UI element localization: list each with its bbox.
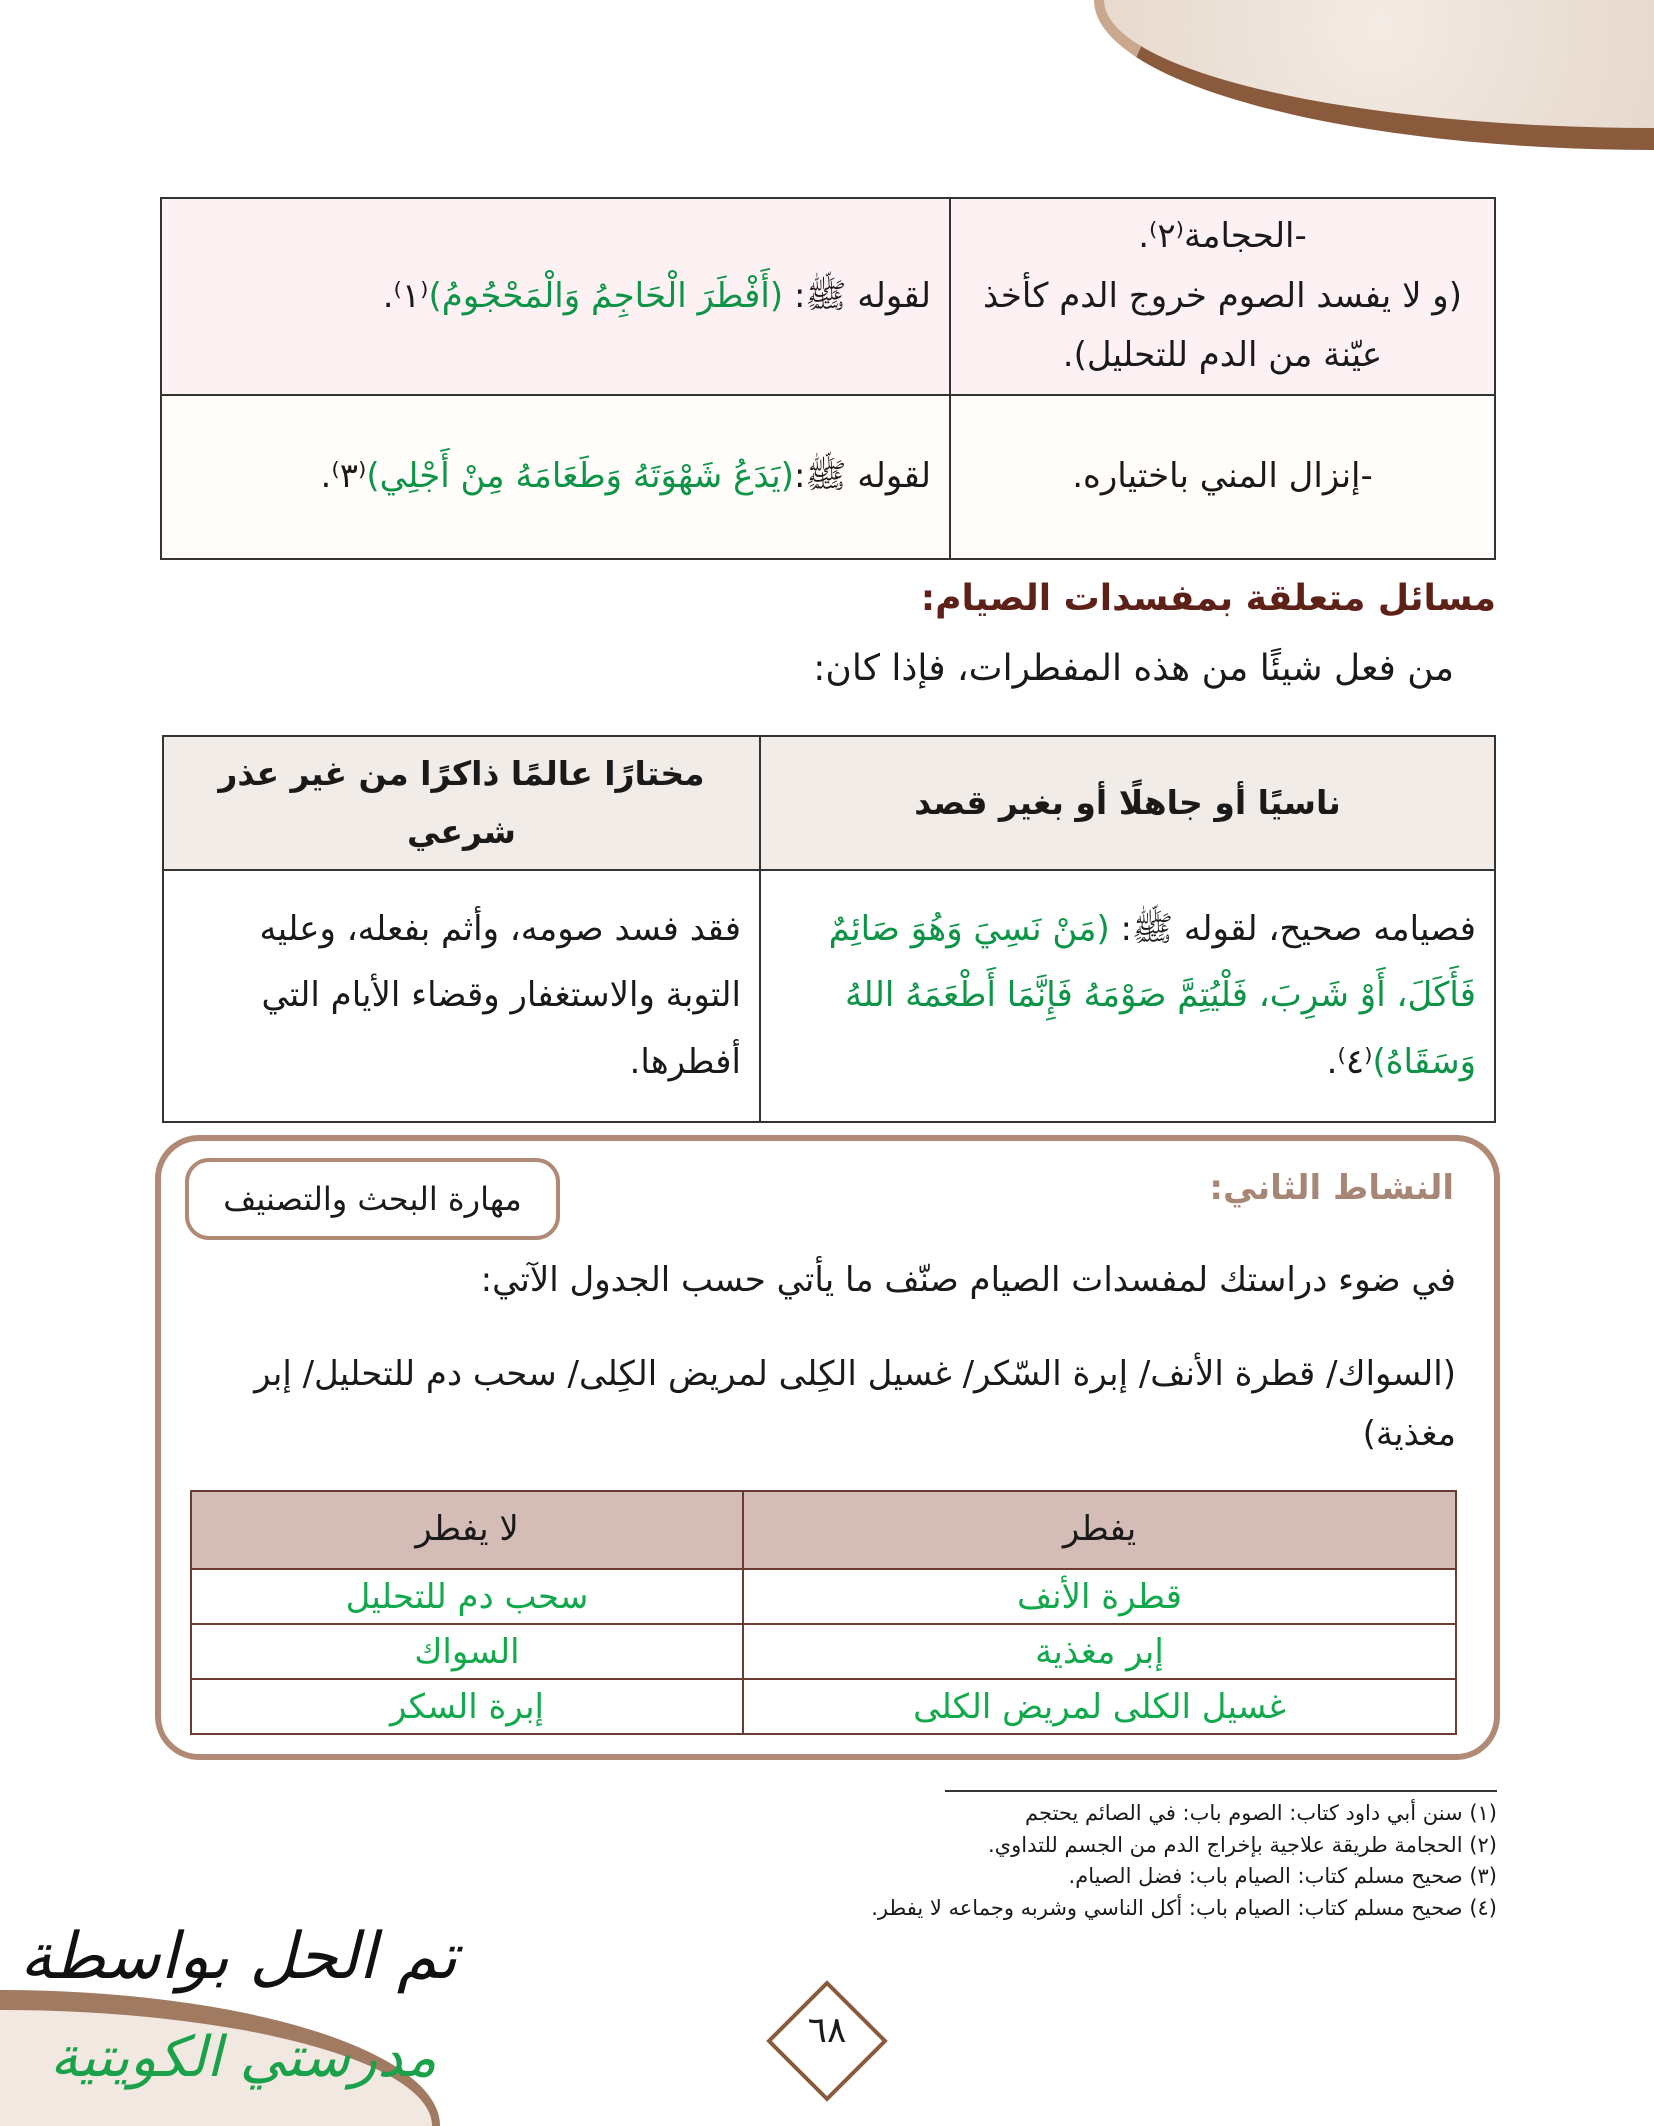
activity-items: (السواك/ قطرة الأنف/ إبرة السّكر/ غسيل الكِلى لمريض الكِلى/ سحب دم للتحليل/ إبر مغذية)	[254, 1354, 1456, 1454]
cell-evidence	[161, 395, 950, 559]
skill-badge: مهارة البحث والتصنيف	[185, 1158, 560, 1240]
footnote-ref: ⁽١⁾.	[382, 275, 429, 316]
intro-text: من فعل شيئًا من هذه المفطرات، فإذا كان:	[813, 648, 1454, 689]
table-header-row	[191, 1491, 1456, 1569]
table-row	[161, 395, 1495, 559]
handwritten-signature: مدرستي الكويتية	[50, 2025, 437, 2090]
table-cases	[162, 735, 1496, 1123]
classification-table	[190, 1490, 1457, 1735]
handwritten-note: تم الحل بواسطة	[20, 1920, 458, 1994]
table-row	[191, 1624, 1456, 1679]
footnote: (٣) صحيح مسلم كتاب: الصيام باب: فضل الصيام.	[1068, 1864, 1497, 1888]
table-row	[161, 198, 1495, 395]
decorative-header-ornament	[1094, 0, 1654, 150]
answer-cell[interactable]: قطرة الأنف	[743, 1569, 1456, 1624]
item-text: -الحجامة⁽٢⁾.	[1138, 216, 1307, 256]
hadith-quote: (أَفْطَرَ الْحَاجِمُ وَالْمَحْجُومُ)	[428, 275, 784, 316]
table-row	[191, 1679, 1456, 1734]
item-text: -إنزال المني باختياره.	[1072, 455, 1373, 496]
answer-cell[interactable]: غسيل الكلى لمريض الكلى	[743, 1679, 1456, 1734]
table-header-row	[163, 736, 1495, 870]
header-forgetful: ناسيًا أو جاهلًا أو بغير قصد	[760, 736, 1495, 870]
evidence-prefix: لقوله ﷺ:	[793, 455, 931, 496]
cell-evidence	[161, 198, 950, 395]
cell-item	[950, 198, 1495, 395]
footnote: (٤) صحيح مسلم كتاب: الصيام باب: أكل الناسي وشربه وجماعه لا يفطر.	[871, 1895, 1497, 1920]
evidence-prefix: لقوله ﷺ:	[783, 275, 931, 316]
answer-cell[interactable]: إبرة السكر	[191, 1679, 743, 1734]
hadith-quote: (مَنْ نَسِيَ وَهُوَ صَائِمٌ فَأَكَلَ، أَوْ شَرِبَ، فَلْيُتِمَّ صَوْمَهُ فَإِنَّمَا أَطْعَمَهُ اللهُ وَسَقَاهُ)	[828, 909, 1476, 1082]
header-not-breaks-fast: لا يفطر	[191, 1491, 743, 1569]
answer-cell[interactable]: إبر مغذية	[743, 1624, 1456, 1679]
page-number: ٦٨	[807, 2010, 847, 2051]
header-deliberate: مختارًا عالمًا ذاكرًا من غير عذر شرعي	[163, 736, 760, 870]
footnote-ref: ⁽٣⁾.	[320, 455, 367, 496]
table-mufattirat	[160, 197, 1496, 560]
cell-forgetful	[760, 870, 1495, 1122]
answer-cell[interactable]: السواك	[191, 1624, 743, 1679]
ruling-text: فصيامه صحيح، لقوله ﷺ:	[1109, 909, 1476, 950]
footnotes	[871, 1798, 1497, 1924]
footnote: (١) سنن أبي داود كتاب: الصوم باب: في الصائم يحتجم	[1025, 1801, 1497, 1825]
footnote-divider	[945, 1790, 1497, 1792]
cell-deliberate: فقد فسد صومه، وأثم بفعله، وعليه التوبة والاستغفار وقضاء الأيام التي أفطرها.	[163, 870, 760, 1122]
footnote-ref: ⁽٤⁾.	[1326, 1041, 1373, 1082]
header-breaks-fast: يفطر	[743, 1491, 1456, 1569]
answer-cell[interactable]: سحب دم للتحليل	[191, 1569, 743, 1624]
hadith-quote: (يَدَعُ شَهْوَتَهُ وَطَعَامَهُ مِنْ أَجْلِي)	[366, 455, 794, 496]
cell-item	[950, 395, 1495, 559]
footnote: (٢) الحجامة طريقة علاجية بإخراج الدم من الجسم للتداوي.	[988, 1832, 1497, 1857]
table-row	[163, 870, 1495, 1122]
table-row	[191, 1569, 1456, 1624]
activity-title: النشاط الثاني:	[1209, 1168, 1454, 1208]
item-note: (و لا يفسد الصوم خروج الدم كأخذ عيّنة من الدم للتحليل).	[983, 275, 1462, 375]
activity-instruction: في ضوء دراستك لمفسدات الصيام صنّف ما يأتي حسب الجدول الآتي:	[480, 1260, 1456, 1300]
section-heading: مسائل متعلقة بمفسدات الصيام:	[920, 578, 1496, 619]
